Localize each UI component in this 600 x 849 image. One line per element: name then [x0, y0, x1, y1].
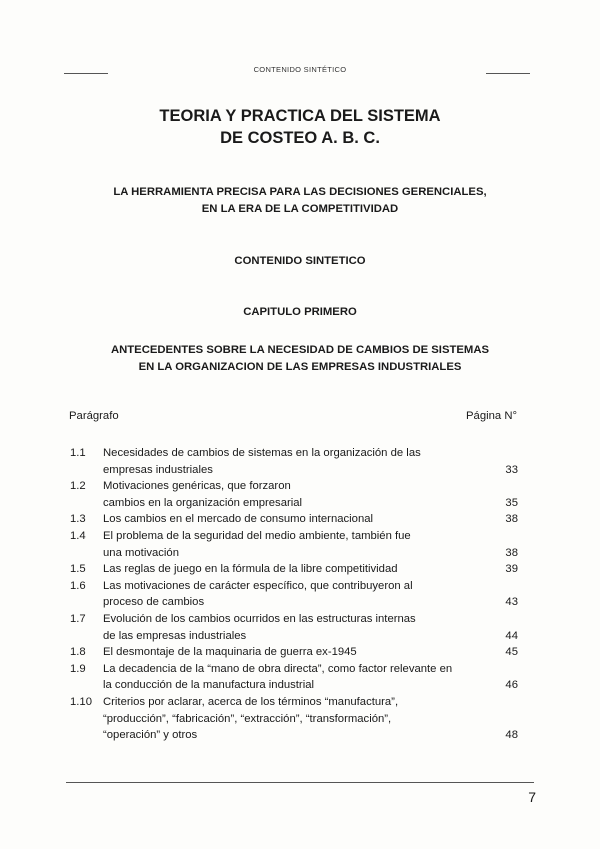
toc-entry-line: proceso de cambios: [103, 596, 205, 609]
toc-entry-line: Los cambios en el mercado de consumo internacional: [103, 513, 374, 526]
book-subtitle-line: EN LA ERA DE LA COMPETITIVIDAD: [201, 203, 399, 215]
header-rule-right: [486, 73, 530, 74]
toc-entry: [0, 611, 600, 644]
toc-entry-line: la conducción de la manufactura industrial: [103, 679, 315, 692]
toc-entry-line: Las reglas de juego en la fórmula de la libre competitividad: [103, 563, 398, 576]
toc-entry-line: Necesidades de cambios de sistemas en la organización de las: [103, 447, 421, 459]
toc-entry-page: 44: [505, 629, 518, 642]
toc-entry-text: [103, 611, 483, 644]
toc-entry-line: de las empresas industriales: [103, 629, 247, 642]
toc-entry: [0, 445, 600, 478]
toc-entry-line: Evolución de los cambios ocurridos en las estructuras internas: [103, 612, 416, 625]
toc-entry: [0, 478, 600, 511]
toc-entry: [0, 511, 600, 528]
toc-entry-text: [103, 694, 483, 744]
toc-entry-number: 1.7: [70, 612, 86, 625]
toc-entry-number: 1.6: [70, 579, 86, 592]
toc-entry-number: 1.4: [70, 529, 86, 542]
toc-entry-line: una motivación: [103, 546, 179, 559]
chapter-heading: CAPITULO PRIMERO: [243, 306, 357, 318]
toc-entry: [0, 661, 600, 694]
toc-entry-page: 43: [505, 596, 518, 609]
toc-entry-number: 1.5: [70, 563, 86, 576]
toc-entry-text: [103, 478, 483, 511]
toc-entry-text: [103, 511, 483, 528]
toc-entry-text: [103, 528, 483, 561]
toc-entry-text: [103, 661, 483, 694]
chapter-title: [0, 342, 600, 376]
table-of-contents: [0, 445, 600, 744]
toc-entry-page: 38: [505, 513, 518, 526]
book-title-line: TEORIA Y PRACTICA DEL SISTEMA: [159, 107, 441, 125]
toc-entry-line: El desmontaje de la maquinaria de guerra ex-1945: [103, 646, 357, 659]
toc-entry-text: [103, 561, 483, 578]
toc-entry-number: 1.3: [70, 513, 86, 526]
page-number: 7: [528, 789, 536, 805]
toc-entry-line: “producción”, “fabricación”, “extracción”, “transformación”,: [103, 712, 392, 725]
chapter-title-line: ANTECEDENTES SOBRE LA NECESIDAD DE CAMBIOS DE SISTEMAS: [110, 344, 490, 356]
toc-entry-number: 1.2: [70, 480, 86, 493]
toc-entry-text: [103, 445, 483, 478]
toc-entry-line: El problema de la seguridad del medio ambiente, también fue: [103, 529, 411, 542]
toc-entry-line: “operación” y otros: [103, 729, 198, 742]
toc-entry: [0, 528, 600, 561]
summary-heading: CONTENIDO SINTETICO: [234, 255, 366, 267]
book-subtitle: [0, 184, 600, 218]
toc-entry-page: 35: [505, 496, 518, 509]
toc-entry: [0, 694, 600, 744]
toc-entry-line: empresas industriales: [103, 463, 213, 476]
toc-entry-text: [103, 578, 483, 611]
toc-entry-line: cambios en la organización empresarial: [103, 496, 303, 509]
book-title: [0, 105, 600, 149]
footer-rule: [66, 782, 534, 783]
toc-entry-page: 45: [505, 646, 518, 659]
toc-entry-number: 1.9: [70, 662, 86, 675]
toc-entry-page: 46: [505, 679, 518, 692]
toc-entry: [0, 578, 600, 611]
toc-entry-number: 1.8: [70, 646, 86, 659]
book-subtitle-line: LA HERRAMIENTA PRECISA PARA LAS DECISIONES GERENCIALES,: [113, 186, 487, 198]
toc-entry-page: 39: [505, 563, 518, 576]
toc-entry-line: Las motivaciones de carácter específico, que contribuyeron al: [103, 579, 413, 592]
column-header-page: Página N°: [466, 410, 517, 422]
toc-entry-page: 33: [505, 463, 518, 476]
column-header-paragraph: Parágrafo: [69, 410, 119, 422]
toc-entry-number: 1.10: [70, 695, 92, 708]
running-header: CONTENIDO SINTÉTICO: [253, 65, 347, 74]
toc-entry: [0, 644, 600, 661]
toc-entry-line: La decadencia de la “mano de obra directa”, como factor relevante en: [103, 662, 453, 675]
chapter-title-line: EN LA ORGANIZACION DE LAS EMPRESAS INDUSTRIALES: [138, 361, 462, 373]
header-rule-left: [64, 73, 108, 74]
toc-entry-text: [103, 644, 483, 661]
toc-entry-line: Motivaciones genéricas, que forzaron: [103, 480, 291, 493]
book-title-line: DE COSTEO A. B. C.: [220, 129, 380, 147]
toc-entry-number: 1.1: [70, 447, 86, 459]
toc-entry-page: 38: [505, 546, 518, 559]
toc-entry-page: 48: [505, 729, 518, 742]
toc-entry-line: Criterios por aclarar, acerca de los términos “manufactura”,: [103, 695, 399, 708]
toc-entry: [0, 561, 600, 578]
